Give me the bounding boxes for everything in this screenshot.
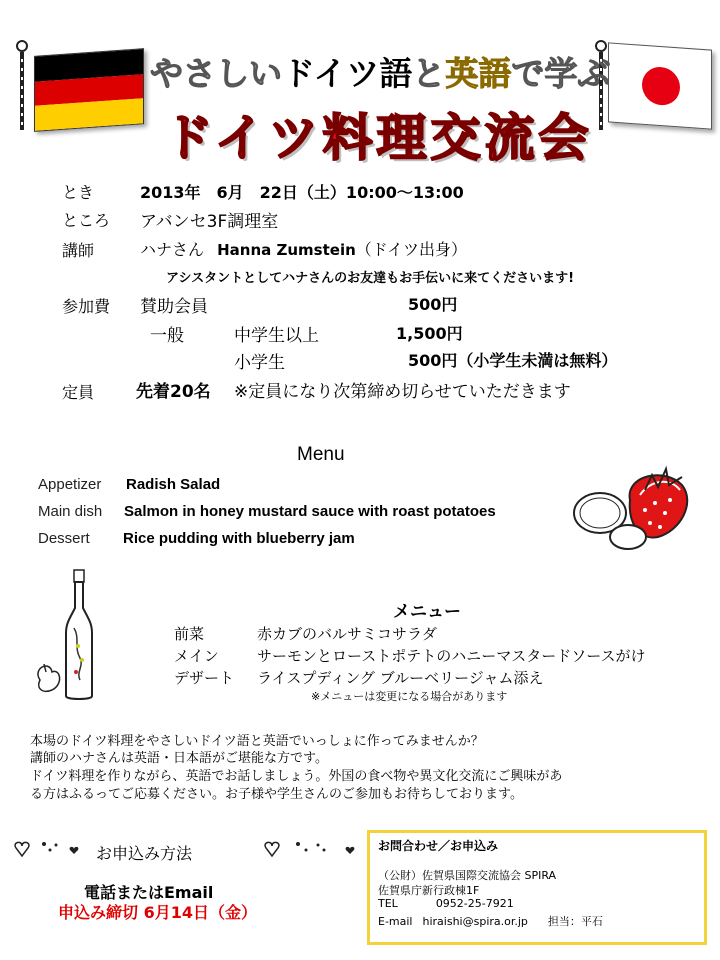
menu-dish: Salmon in honey mustard sauce with roast potatoes (124, 503, 496, 520)
heart-ornament-icon (258, 836, 368, 862)
fee-member-value: 500円 (408, 295, 458, 314)
flag-pole (20, 52, 24, 130)
fee-elementary-label: 小学生 (234, 353, 285, 373)
fee-middle-value: 1,500円 (396, 324, 463, 343)
fee-label: 参加費 (62, 297, 111, 316)
menu-title-en: Menu (297, 444, 345, 465)
german-flag-icon (34, 48, 144, 132)
when-label: とき (62, 183, 95, 202)
page-title: ドイツ料理交流会 (163, 109, 593, 167)
contact-title: お問合わせ／お申込み (378, 839, 499, 853)
contact-org: （公財）佐賀県国際交流協会 SPIRA (378, 869, 557, 882)
heart-ornament-icon (8, 836, 88, 862)
menu-title-jp: メニュー (393, 602, 461, 622)
menu-label: Appetizer (38, 476, 102, 493)
menu-change-note: ※メニューは変更になる場合があります (311, 690, 508, 703)
menu-dish: Radish Salad (126, 476, 221, 493)
subtitle: やさしいドイツ語と英語で学ぶ (150, 54, 611, 93)
teacher-label: 講師 (62, 241, 95, 260)
capacity-note: ※定員になり次第締め切らせていただきます (234, 382, 571, 402)
menu-jp-label: デザート (174, 669, 235, 687)
flag-pole-knob (16, 40, 28, 52)
strawberries-illustration (570, 455, 700, 553)
apply-method: 電話またはEmail (84, 883, 214, 902)
when-value: 2013年 6月 22日（土）10:00～13:00 (140, 183, 464, 202)
fee-elementary-value: 500円（小学生未満は無料） (408, 351, 618, 370)
menu-label: Dessert (38, 530, 90, 547)
contact-address: 佐賀県庁新行政棟1F (378, 884, 480, 897)
apply-title: お申込み方法 (96, 844, 193, 863)
menu-jp-dish: 赤カブのバルサミコサラダ (257, 625, 437, 643)
menu-jp-dish: ライスプディング ブルーベリージャム添え (257, 669, 544, 687)
menu-jp-label: メイン (174, 647, 219, 665)
bottle-illustration (30, 568, 110, 708)
capacity-value: 先着20名 (136, 382, 211, 402)
fee-middle-label: 中学生以上 (234, 326, 319, 346)
where-value: アバンセ3F調理室 (140, 212, 279, 232)
description-line: 本場のドイツ料理をやさしいドイツ語と英語でいっしょに作ってみませんか？ (30, 734, 484, 749)
description-line: ドイツ料理を作りながら、英語でお話しましょう。外国の食べ物や異文化交流にご興味があ (30, 769, 563, 784)
contact-box (367, 830, 707, 945)
fee-member-label: 賛助会員 (140, 297, 208, 317)
description-line: る方はふるってご応募ください。お子様や学生さんのご参加もお待ちしております。 (30, 787, 523, 802)
apply-deadline: 申込み締切 6月14日（金） (58, 903, 257, 922)
assistant-note: アシスタントとしてハナさんのお友達もお手伝いに来てくださいます! (166, 271, 575, 286)
japanese-flag-icon (608, 42, 712, 129)
where-label: ところ (62, 211, 111, 230)
menu-dish: Rice pudding with blueberry jam (123, 530, 355, 547)
menu-jp-label: 前菜 (174, 625, 205, 643)
description-line: 講師のハナさんは英語・日本語がご堪能な方です。 (30, 751, 328, 766)
capacity-label: 定員 (62, 383, 95, 402)
contact-email: E-mail hiraishi@spira.or.jp 担当：平石 (378, 915, 603, 928)
teacher-value: ハナさん Hanna Zumstein（ドイツ出身） (140, 240, 467, 259)
fee-general-label: 一般 (150, 326, 184, 346)
contact-tel: TEL 0952-25-7921 (378, 897, 514, 910)
menu-label: Main dish (38, 503, 103, 520)
menu-jp-dish: サーモンとローストポテトのハニーマスタードソースがけ (257, 647, 646, 665)
